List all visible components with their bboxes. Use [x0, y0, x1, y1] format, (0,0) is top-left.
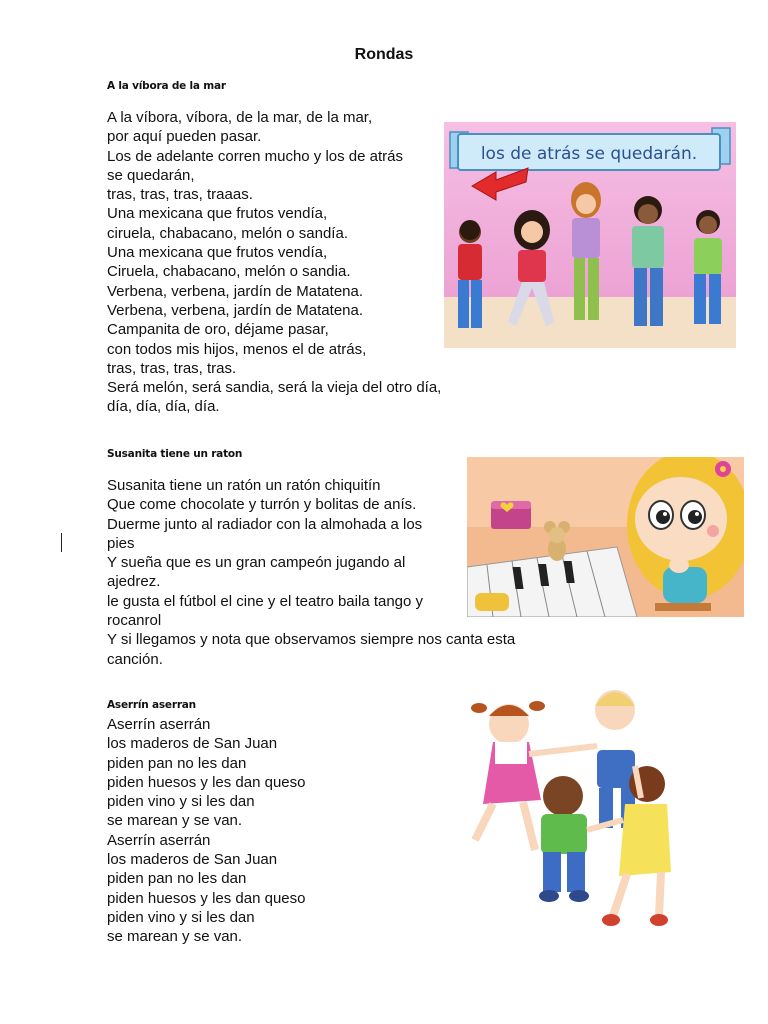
banner-text: los de atrás se quedarán. [480, 144, 698, 164]
section-title-vibora: A la víbora de la mar [107, 80, 226, 92]
page-title: Rondas [354, 46, 414, 63]
vibora-illustration [444, 122, 736, 348]
poem-line: Y sueña que es un gran campeón jugando al [107, 554, 406, 572]
poem-vibora [107, 108, 441, 417]
poem-aserrin [107, 715, 305, 947]
poem-line: los maderos de San Juan [107, 735, 278, 753]
poem-line: piden pan no les dan [107, 754, 247, 772]
poem-line: Aserrín aserrán [107, 831, 211, 849]
poem-line: Aserrín aserrán [107, 716, 211, 733]
poem-line: Y si llegamos y nota que observamos siempre nos canta esta [107, 631, 516, 649]
aserrin-illustration [465, 680, 675, 935]
poem-line: Una mexicana que frutos vendía, [107, 205, 328, 223]
poem-line: ciruela, chabacano, melón o sandía. [107, 224, 348, 242]
poem-line: ajedrez. [107, 573, 161, 591]
poem-line: tras, tras, tras, tras. [107, 359, 237, 377]
poem-line: con todos mis hijos, menos el de atrás, [107, 340, 367, 358]
poem-line: piden pan no les dan [107, 870, 247, 888]
poem-line: piden huesos y les dan queso [107, 773, 306, 791]
poem-line: A la víbora, víbora, de la mar, de la mar, [107, 109, 373, 126]
poem-line: Susanita tiene un ratón un ratón chiquitín [107, 477, 381, 494]
poem-line: pies [107, 534, 135, 552]
poem-line: piden vino y si les dan [107, 908, 255, 926]
poem-line: por aquí pueden pasar. [107, 128, 262, 146]
poem-line: piden huesos y les dan queso [107, 889, 306, 907]
poem-line: Será melón, será sandia, será la vieja del otro día, [107, 379, 442, 397]
poem-line: canción. [107, 650, 163, 668]
poem-line: Que come chocolate y turrón y bolitas de anís. [107, 496, 417, 514]
text-cursor [61, 533, 62, 552]
susanita-illustration [467, 457, 744, 617]
poem-line: Los de adelante corren mucho y los de atrás [107, 147, 404, 165]
poem-line: se marean y se van. [107, 812, 243, 830]
poem-line: Ciruela, chabacano, melón o sandia. [107, 263, 351, 281]
poem-line: Campanita de oro, déjame pasar, [107, 321, 329, 339]
section-title-susanita: Susanita tiene un raton [107, 448, 243, 460]
poem-line: rocanrol [107, 612, 162, 630]
poem-line: Verbena, verbena, jardín de Matatena. [107, 282, 364, 300]
poem-line: Duerme junto al radiador con la almohada a los [107, 515, 423, 533]
poem-line: día, día, día, día. [107, 398, 220, 416]
poem-line: le gusta el fútbol el cine y el teatro baila tango y [107, 592, 424, 610]
poem-line: piden vino y si les dan [107, 793, 255, 811]
poem-line: Una mexicana que frutos vendía, [107, 244, 328, 262]
poem-line: los maderos de San Juan [107, 851, 278, 869]
poem-line: se marean y se van. [107, 928, 243, 946]
section-title-aserrin: Aserrín aserran [107, 699, 196, 711]
poem-line: se quedarán, [107, 166, 195, 184]
poem-line: tras, tras, tras, traaas. [107, 186, 253, 204]
poem-line: Verbena, verbena, jardín de Matatena. [107, 301, 364, 319]
poem-susanita [107, 476, 515, 669]
